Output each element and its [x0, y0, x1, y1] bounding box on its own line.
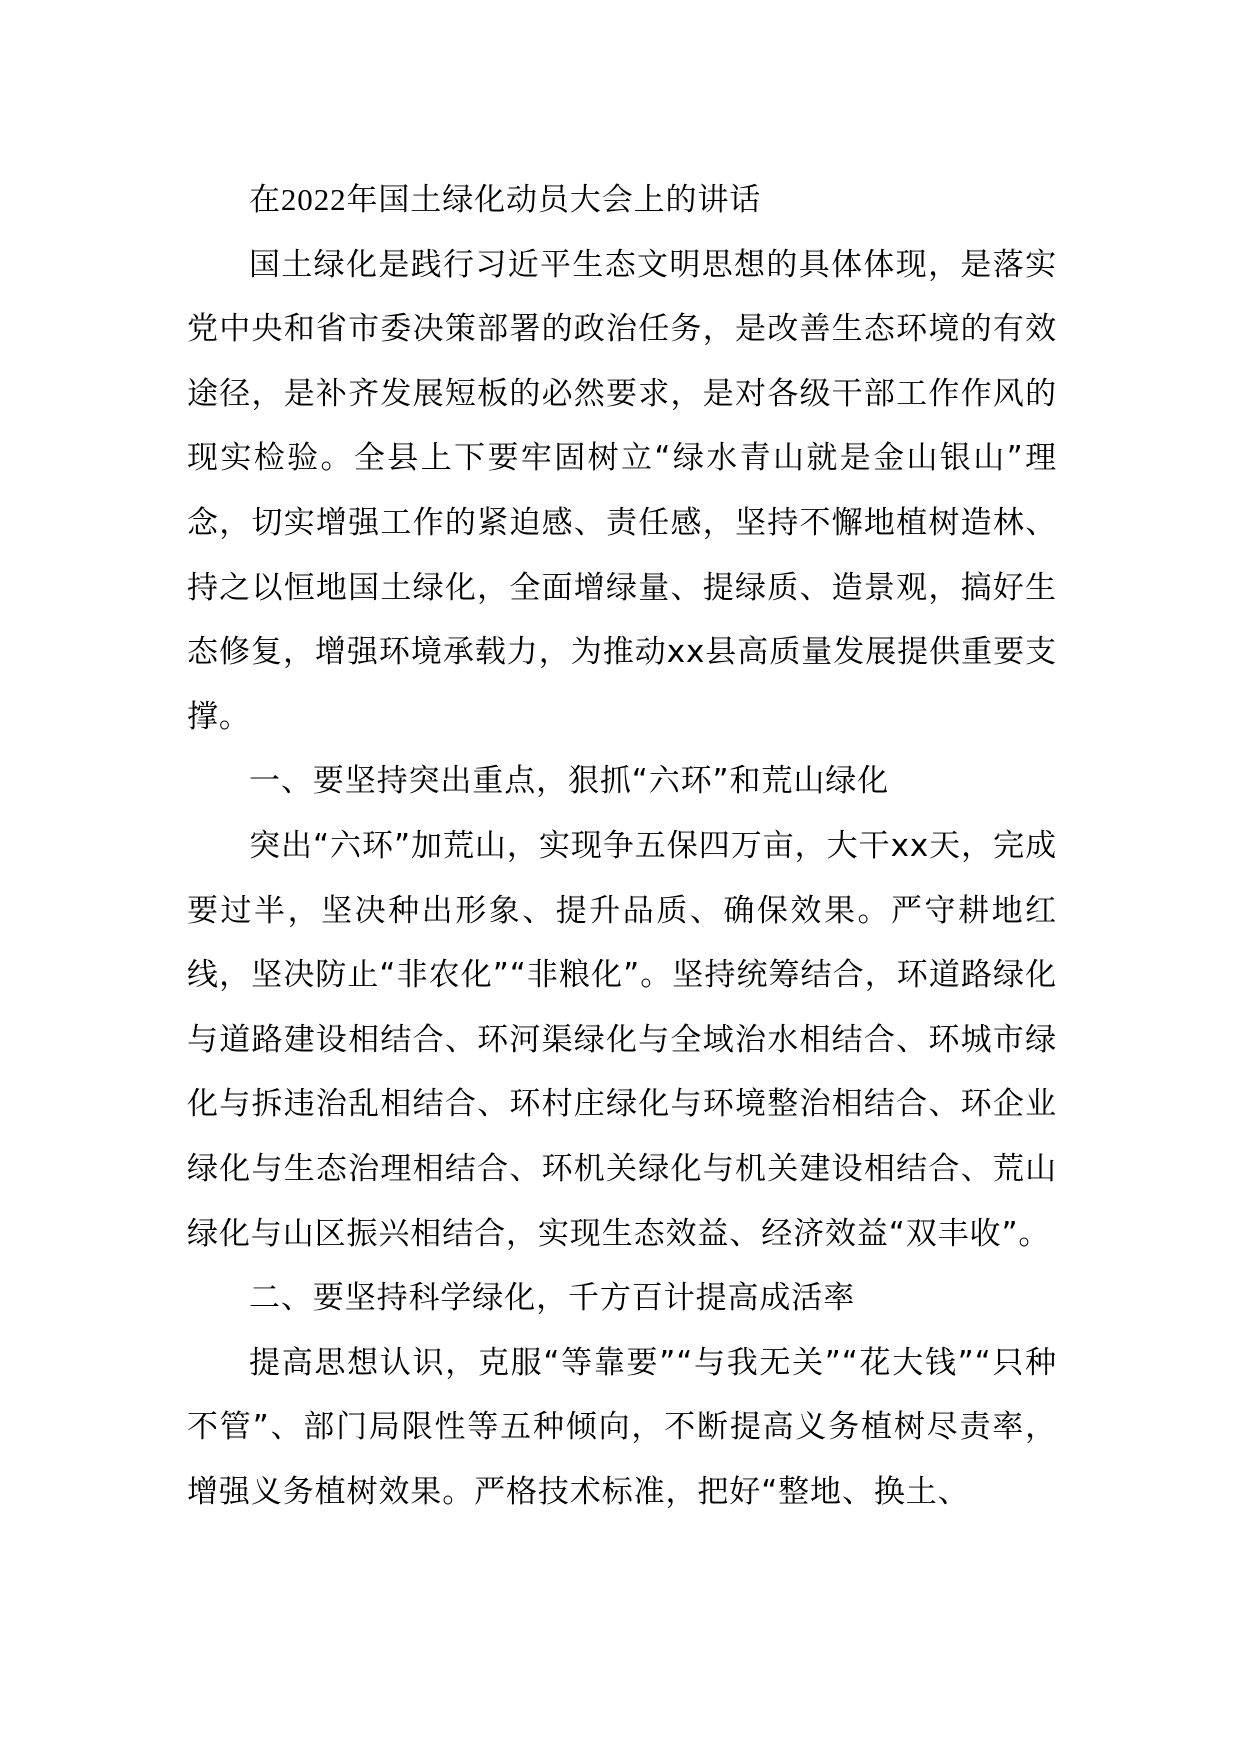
section-heading-2: 二、要坚持科学绿化，千方百计提高成活率: [249, 1280, 856, 1317]
section-heading-1: 一、要坚持突出重点，狠抓“六环”和荒山绿化: [249, 763, 890, 800]
paragraph-section-1: 突出“六环”加荒山，实现争五保四万亩，大干xx天，完成要过半，坚决种出形象、提升品质、确保效果。严守耕地红线，坚决防止“非农化”“非粮化”。坚持统筹结合，环道路绿化与道路建设相结合、环河渠绿化与全域治水相结合、环城市绿化与拆违治乱相结合、环村庄绿化与环境整治相结合、环企业绿化与生态治理相结合、环机关绿化与机关建设相结合、荒山绿化与山区振兴相结合，实现生态效益、经济效益“双丰收”。: [187, 827, 1057, 1252]
document-title: 在2022年国土绿化动员大会上的讲话: [249, 182, 762, 217]
paragraph-intro: 国土绿化是践行习近平生态文明思想的具体体现，是落实党中央和省市委决策部署的政治任务，是改善生态环境的有效途径，是补齐发展短板的必然要求，是对各级干部工作作风的现实检验。全县上下要牢固树立“绿水青山就是金山银山”理念，切实增强工作的紧迫感、责任感，坚持不懈地植树造林、持之以恒地国土绿化，全面增绿量、提绿质、造景观，搞好生态修复，增强环境承载力，为推动xx县高质量发展提供重要支撑。: [187, 246, 1057, 735]
paragraph-section-2: 提高思想认识，克服“等靠要”“与我无关”“花大钱”“只种不管”、部门局限性等五种倾向，不断提高义务植树尽责率，增强义务植树效果。严格技术标准，把好“整地、换土、: [187, 1344, 1057, 1510]
document-body: [187, 168, 1057, 1524]
